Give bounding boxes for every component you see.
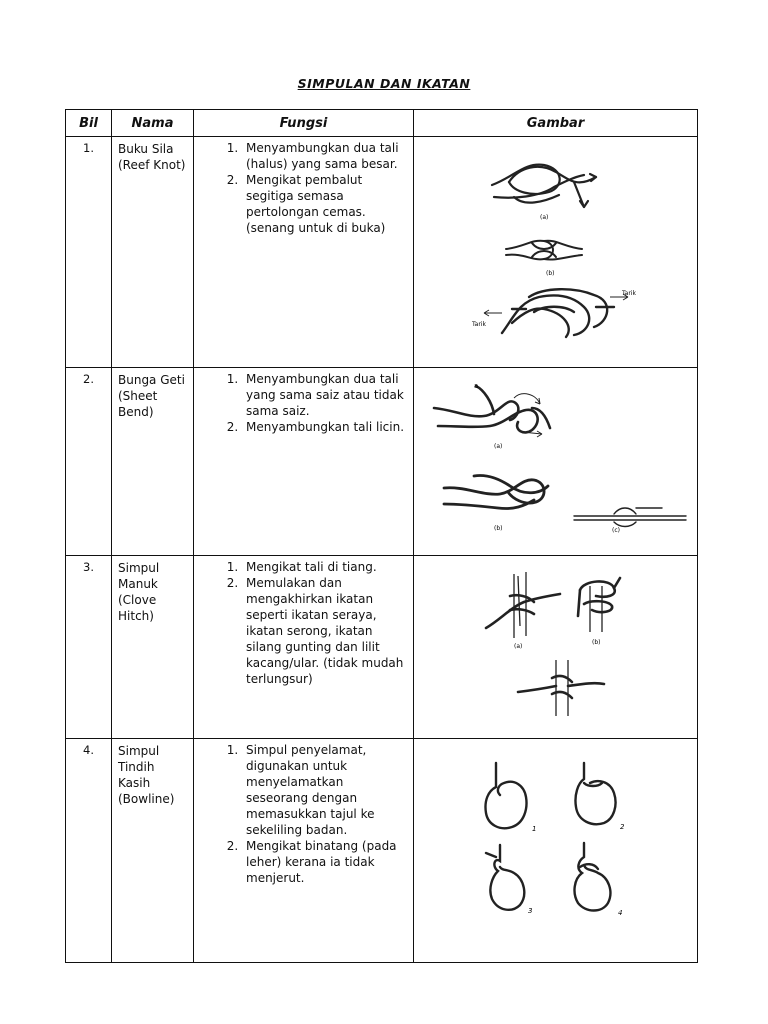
function-item: 1. Menyambungkan dua tali (halus) yang sama besar. (242, 140, 409, 172)
knot-functions (194, 739, 414, 963)
label-b: (b) (546, 270, 555, 277)
knot-functions (194, 137, 414, 368)
knot-illustration-clove-hitch (414, 556, 698, 739)
function-item: 1. Menyambungkan dua tali yang sama saiz atau tidak sama saiz. (242, 371, 409, 419)
knot-name: Buku Sila (Reef Knot) (112, 137, 194, 368)
label-a: (a) (540, 214, 549, 221)
header-bil: Bil (66, 110, 112, 137)
header-nama: Nama (112, 110, 194, 137)
row-number: 4. (66, 739, 112, 963)
label-b: (b) (494, 525, 503, 532)
row-number: 1. (66, 137, 112, 368)
function-item: 1. Mengikat tali di tiang. (242, 559, 409, 575)
knot-name: Simpul Manuk (Clove Hitch) (112, 556, 194, 739)
label-mark: a (474, 382, 479, 390)
label-tarik-right: Tarik (622, 290, 636, 297)
knot-name: Simpul Tindih Kasih (Bowline) (112, 739, 194, 963)
label-a: (a) (494, 443, 503, 450)
knots-table (65, 109, 698, 963)
label-b: (b) (592, 639, 601, 646)
knot-functions (194, 368, 414, 556)
function-item: 1. Simpul penyelamat, digunakan untuk menyelamatkan seseorang dengan memasukkan tajul ke sekeliling badan. (242, 742, 409, 838)
knot-functions (194, 556, 414, 739)
label-c: (c) (612, 527, 620, 534)
table-row (66, 556, 698, 739)
function-item: 2. Mengikat pembalut segitiga semasa pertolongan cemas. (senang untuk di buka) (242, 172, 409, 236)
row-number: 2. (66, 368, 112, 556)
knot-illustration-bowline (414, 739, 698, 963)
table-header-row (66, 110, 698, 137)
function-item: 2. Menyambungkan tali licin. (242, 419, 409, 435)
knot-name: Bunga Geti (Sheet Bend) (112, 368, 194, 556)
table-row (66, 137, 698, 368)
sheet-bend-drawing (414, 368, 698, 551)
label-2: 2 (620, 823, 625, 831)
label-4: 4 (618, 909, 623, 917)
page-title: SIMPULAN DAN IKATAN (297, 76, 471, 91)
label-3: 3 (528, 907, 533, 915)
clove-hitch-drawing (414, 556, 698, 734)
table-row (66, 739, 698, 963)
function-item: 2. Mengikat binatang (pada leher) kerana ia tidak menjerut. (242, 838, 409, 886)
table-row (66, 368, 698, 556)
function-item: 2. Memulakan dan mengakhirkan ikatan seperti ikatan seraya, ikatan serong, ikatan silang gunting dan lilit kacang/ular. (tidak mudah terlungsur) (242, 575, 409, 687)
knot-illustration-reef (414, 137, 698, 368)
knot-illustration-sheet-bend (414, 368, 698, 556)
row-number: 3. (66, 556, 112, 739)
label-a: (a) (514, 643, 523, 650)
header-gambar: Gambar (414, 110, 698, 137)
bowline-drawing (414, 739, 698, 958)
label-1: 1 (532, 825, 537, 833)
label-tarik-left: Tarik (472, 321, 486, 328)
header-fungsi: Fungsi (194, 110, 414, 137)
reef-knot-drawing (414, 137, 698, 363)
